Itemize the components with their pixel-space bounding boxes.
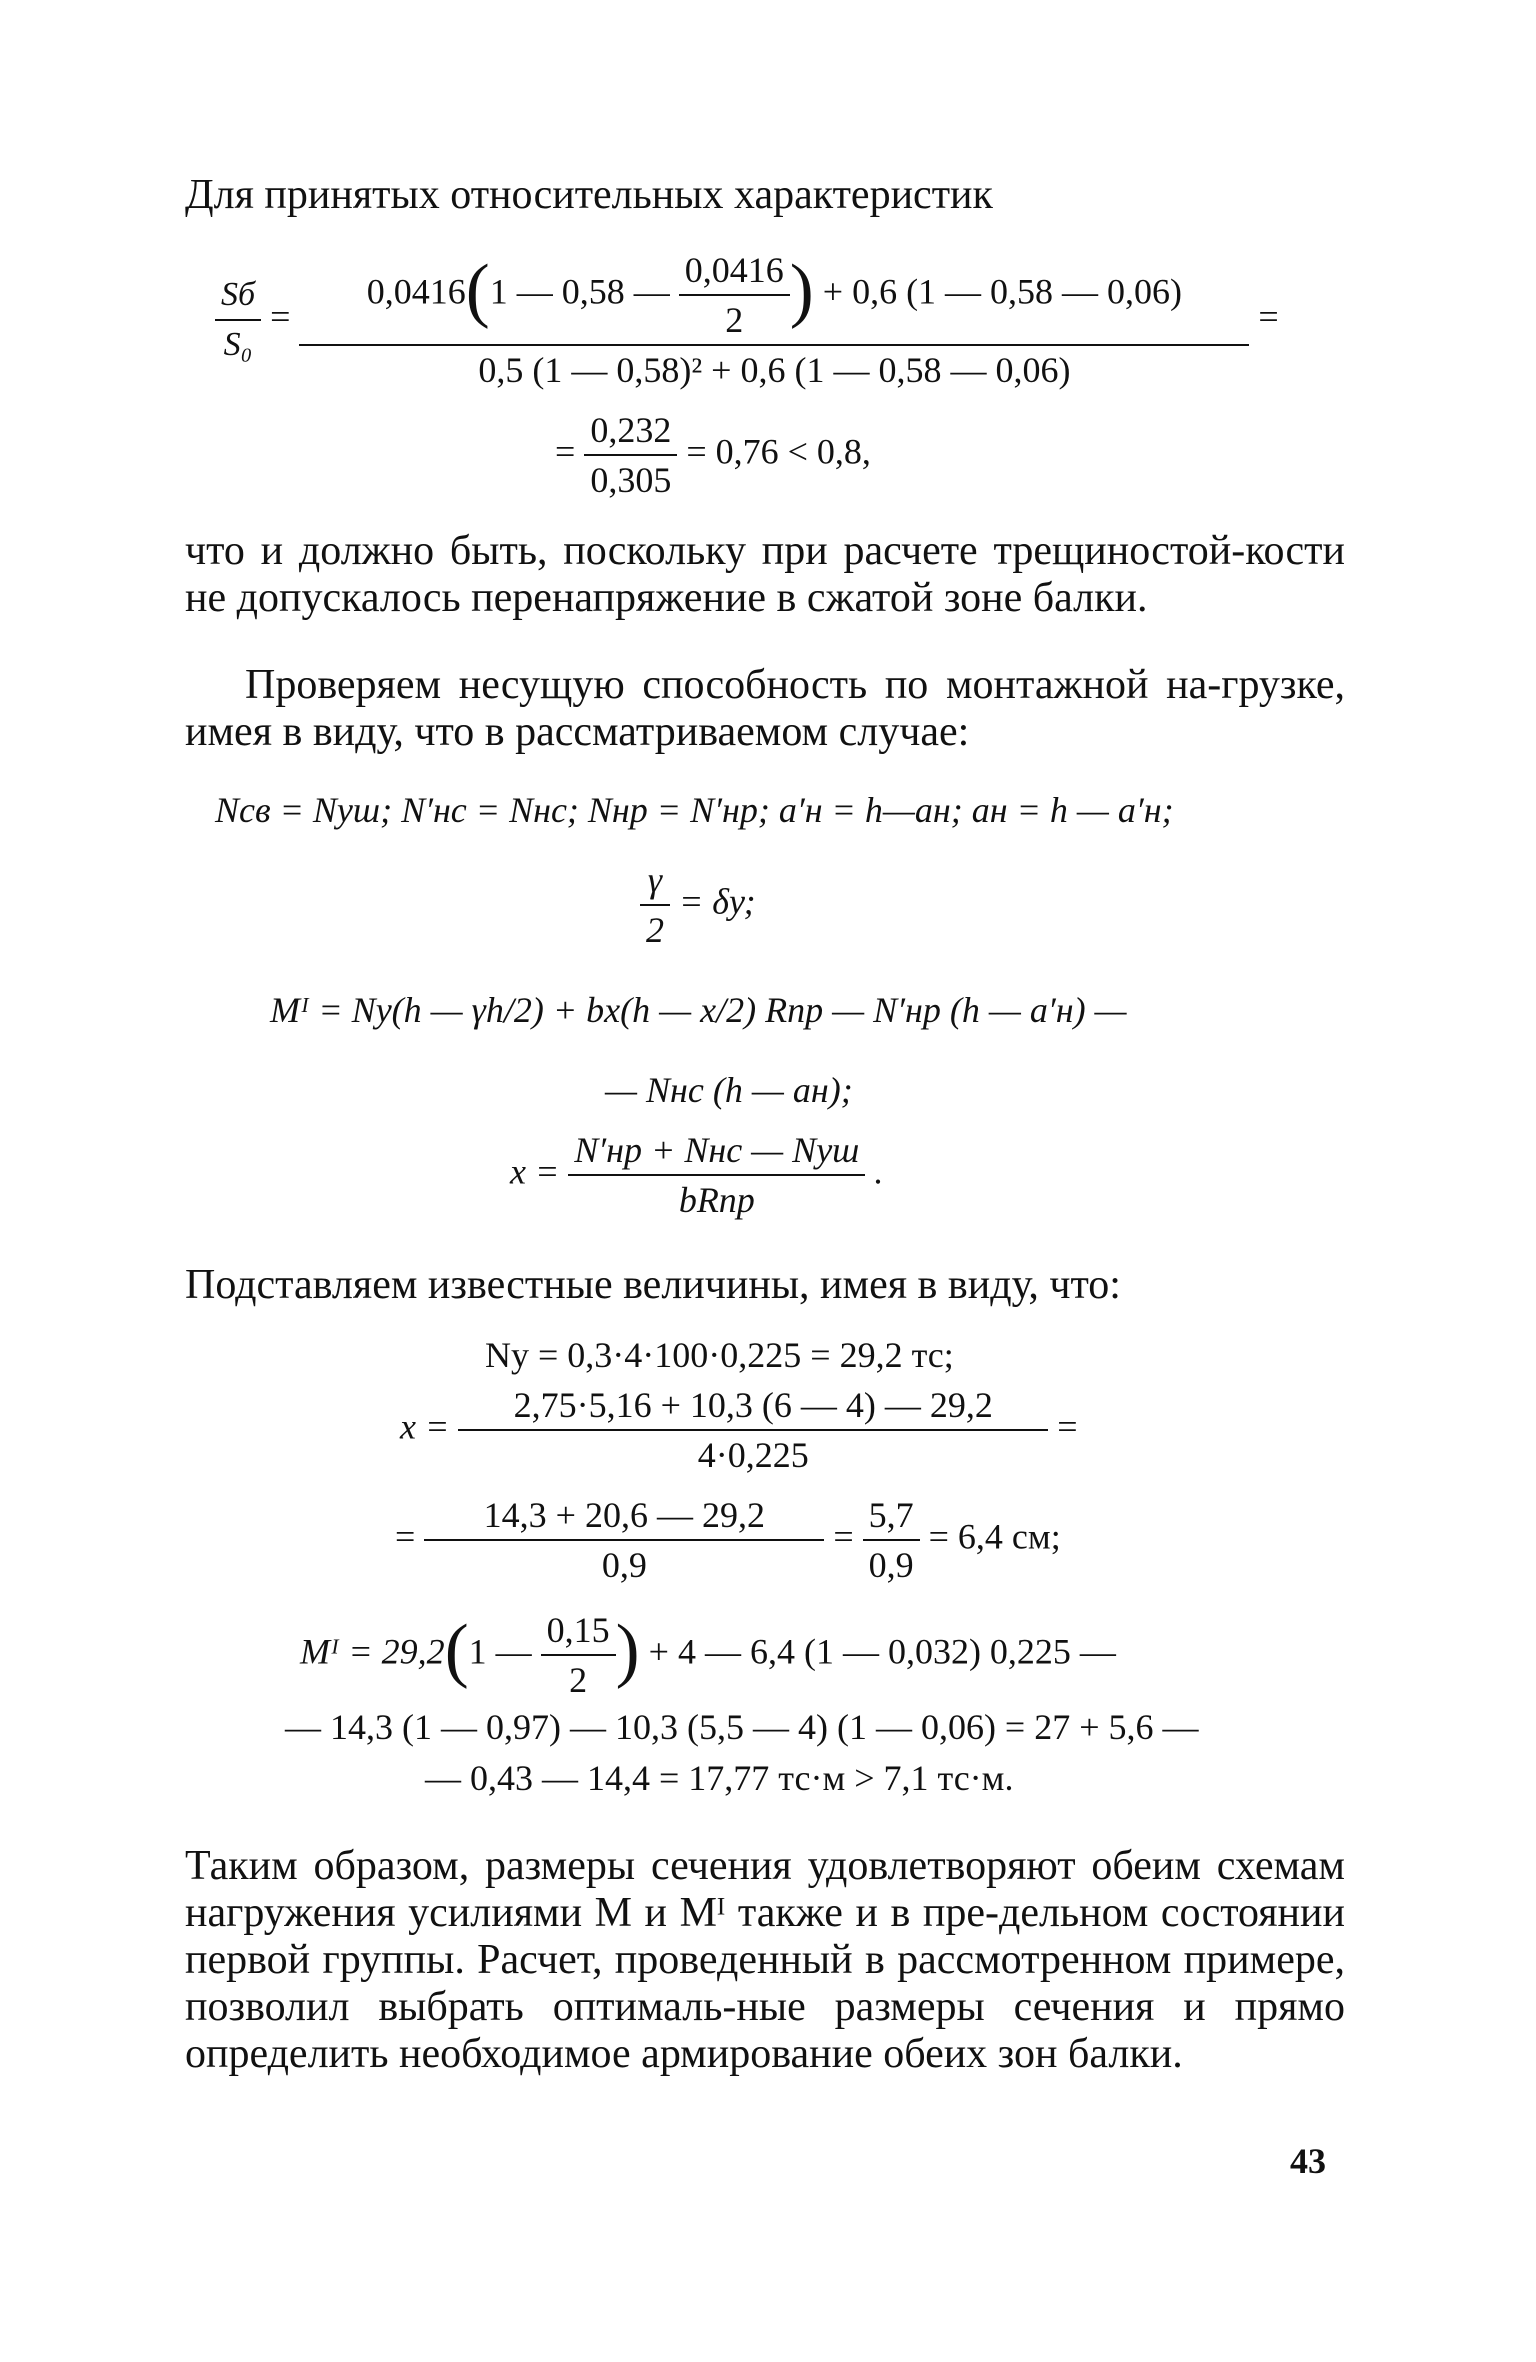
ratio-num-d: + 0,6 (1 — 0,58 — 0,06) — [822, 271, 1183, 312]
ratio-main-fraction — [299, 250, 1249, 390]
m2-frac-den: 2 — [569, 1660, 588, 1700]
x-num: N′нр + Nнс — Nуш — [568, 1130, 865, 1176]
ratio-num-a: 0,0416 — [366, 271, 466, 312]
ratio-inner-fraction — [679, 250, 790, 340]
equation-m2-line1: Mᴵ = 29,2(1 — $\frac{0,15}{2}$ ) + 4 — 6,4 (1 — 0,032) 0,225 — — [300, 1609, 1116, 1700]
ratio-lhs-num: Sб — [215, 275, 261, 321]
paragraph-conclusion-1: что и должно быть, поскольку при расчете трещиностой-кости не допускалось перенапряжение в сжатой зоне балки. — [185, 528, 1345, 621]
gamma-num: γ — [640, 860, 670, 906]
equation-x3: = $\frac{14,3 + 20,6 — 29,2}{0,9}$ = $\frac{5,7}{0,9}$ = 6,4 см; — [395, 1495, 1061, 1585]
equation-ratio: $\frac{Sб}{\text{S₀}}$ = 0,0416(1 — 0,58 — $\frac{0,0416}{2}$ ) + 0,6 (1 — 0,58 — 0,06) 0,5 (1 — 0,58)² + 0,6 (1 — 0,58 — 0,06) = — [215, 250, 1279, 390]
ratio-lhs-den: S₀ — [223, 326, 253, 363]
equation-x2: x = $\frac{2,75\cdot 5,16 + 10,3 (6 — 4) — 29,2}{4\cdot 0,225}$ = — [400, 1385, 1078, 1475]
ratio-num-b: 1 — 0,58 — — [489, 271, 670, 312]
m2-frac-num: 0,15 — [541, 1610, 616, 1656]
gamma-den: 2 — [646, 910, 664, 950]
x3-fraction-b — [863, 1495, 920, 1585]
ratio-inner-num: 0,0416 — [679, 250, 790, 296]
equation-m2-line2: — 14,3 (1 — 0,97) — 10,3 (5,5 — 4) (1 — 0,06) = 27 + 5,6 — — [285, 1707, 1199, 1747]
ratio-numerator: 0,0416(1 — 0,58 — $\frac{0,0416}{2}$ ) + 0,6 (1 — 0,58 — 0,06) — [299, 250, 1249, 346]
equation-conditions: Nсв = Nуш; N′нс = Nнс; Nнр = N′нр; a′н = h—aн; aн = h — a′н; — [215, 790, 1174, 830]
x3-tail: = 6,4 см; — [928, 1516, 1061, 1557]
x3-num-a: 14,3 + 20,6 — 29,2 — [424, 1495, 824, 1541]
x2-fraction — [458, 1385, 1048, 1475]
equation-ny: Nу = 0,3·4·100·0,225 = 29,2 тс; — [485, 1335, 954, 1375]
m2-tail: + 4 — 6,4 (1 — 0,032) 0,225 — — [648, 1631, 1116, 1672]
paragraph-intro: Для принятых относительных характеристик — [185, 172, 993, 218]
gamma-fraction — [640, 860, 670, 950]
x3-fraction-a — [424, 1495, 824, 1585]
paragraph-substitute: Подставляем известные величины, имея в виду, что: — [185, 1262, 1121, 1308]
paragraph-conclusion-2: Таким образом, размеры сечения удовлетворяют обеим схемам нагружения усилиями M и Mᴵ также и в пре-дельном состоянии первой группы. Расчет, проведенный в рассмотренном примере, позволил выбрать оптималь-ные размеры сечения и прямо определить необходимое армирование обеих зон балки. — [185, 1843, 1345, 2077]
ratio-inner-den: 2 — [725, 300, 744, 340]
ratio-lhs — [215, 275, 261, 365]
equation-m1-line1: Mᴵ = Nу(h — γh/2) + bx(h — x/2) Rпр — N′нр (h — a′н) — — [270, 990, 1127, 1030]
equation-m1-line2: — Nнс (h — aн); — [605, 1070, 853, 1110]
x3-den-b: 0,9 — [868, 1545, 914, 1585]
equation-x: x = $\frac{\text{N′нр + Nнс — Nуш}}{\text{bRпр}}$ . — [510, 1130, 884, 1220]
equation-ratio-result: = $\frac{0,232}{0,305}$ = 0,76 < 0,8, — [555, 410, 871, 500]
gamma-tail: = δу; — [679, 881, 756, 922]
x-fraction — [568, 1130, 865, 1220]
ratio-result-den: 0,305 — [590, 460, 672, 500]
x2-num: 2,75·5,16 + 10,3 (6 — 4) — 29,2 — [458, 1385, 1048, 1431]
equation-m2-line3: — 0,43 — 14,4 = 17,77 тс·м > 7,1 тс·м. — [425, 1758, 1014, 1798]
equation-gamma — [640, 860, 756, 950]
x3-num-b: 5,7 — [863, 1495, 920, 1541]
ratio-result-fraction — [584, 410, 677, 500]
x3-den-a: 0,9 — [601, 1545, 647, 1585]
paragraph-check: Проверяем несущую способность по монтажной на-грузке, имея в виду, что в рассматриваемом случае: — [185, 662, 1345, 755]
x-den: bRпр — [678, 1180, 755, 1220]
m2-head: Mᴵ = 29,2 — [300, 1631, 445, 1672]
ratio-result-tail: = 0,76 < 0,8, — [686, 431, 871, 472]
x2-den: 4·0,225 — [697, 1435, 809, 1475]
ratio-denominator: 0,5 (1 — 0,58)² + 0,6 (1 — 0,58 — 0,06) — [478, 350, 1071, 390]
m2-fraction — [541, 1610, 616, 1700]
ratio-result-num: 0,232 — [584, 410, 677, 456]
page-number: 43 — [1290, 2141, 1326, 2181]
